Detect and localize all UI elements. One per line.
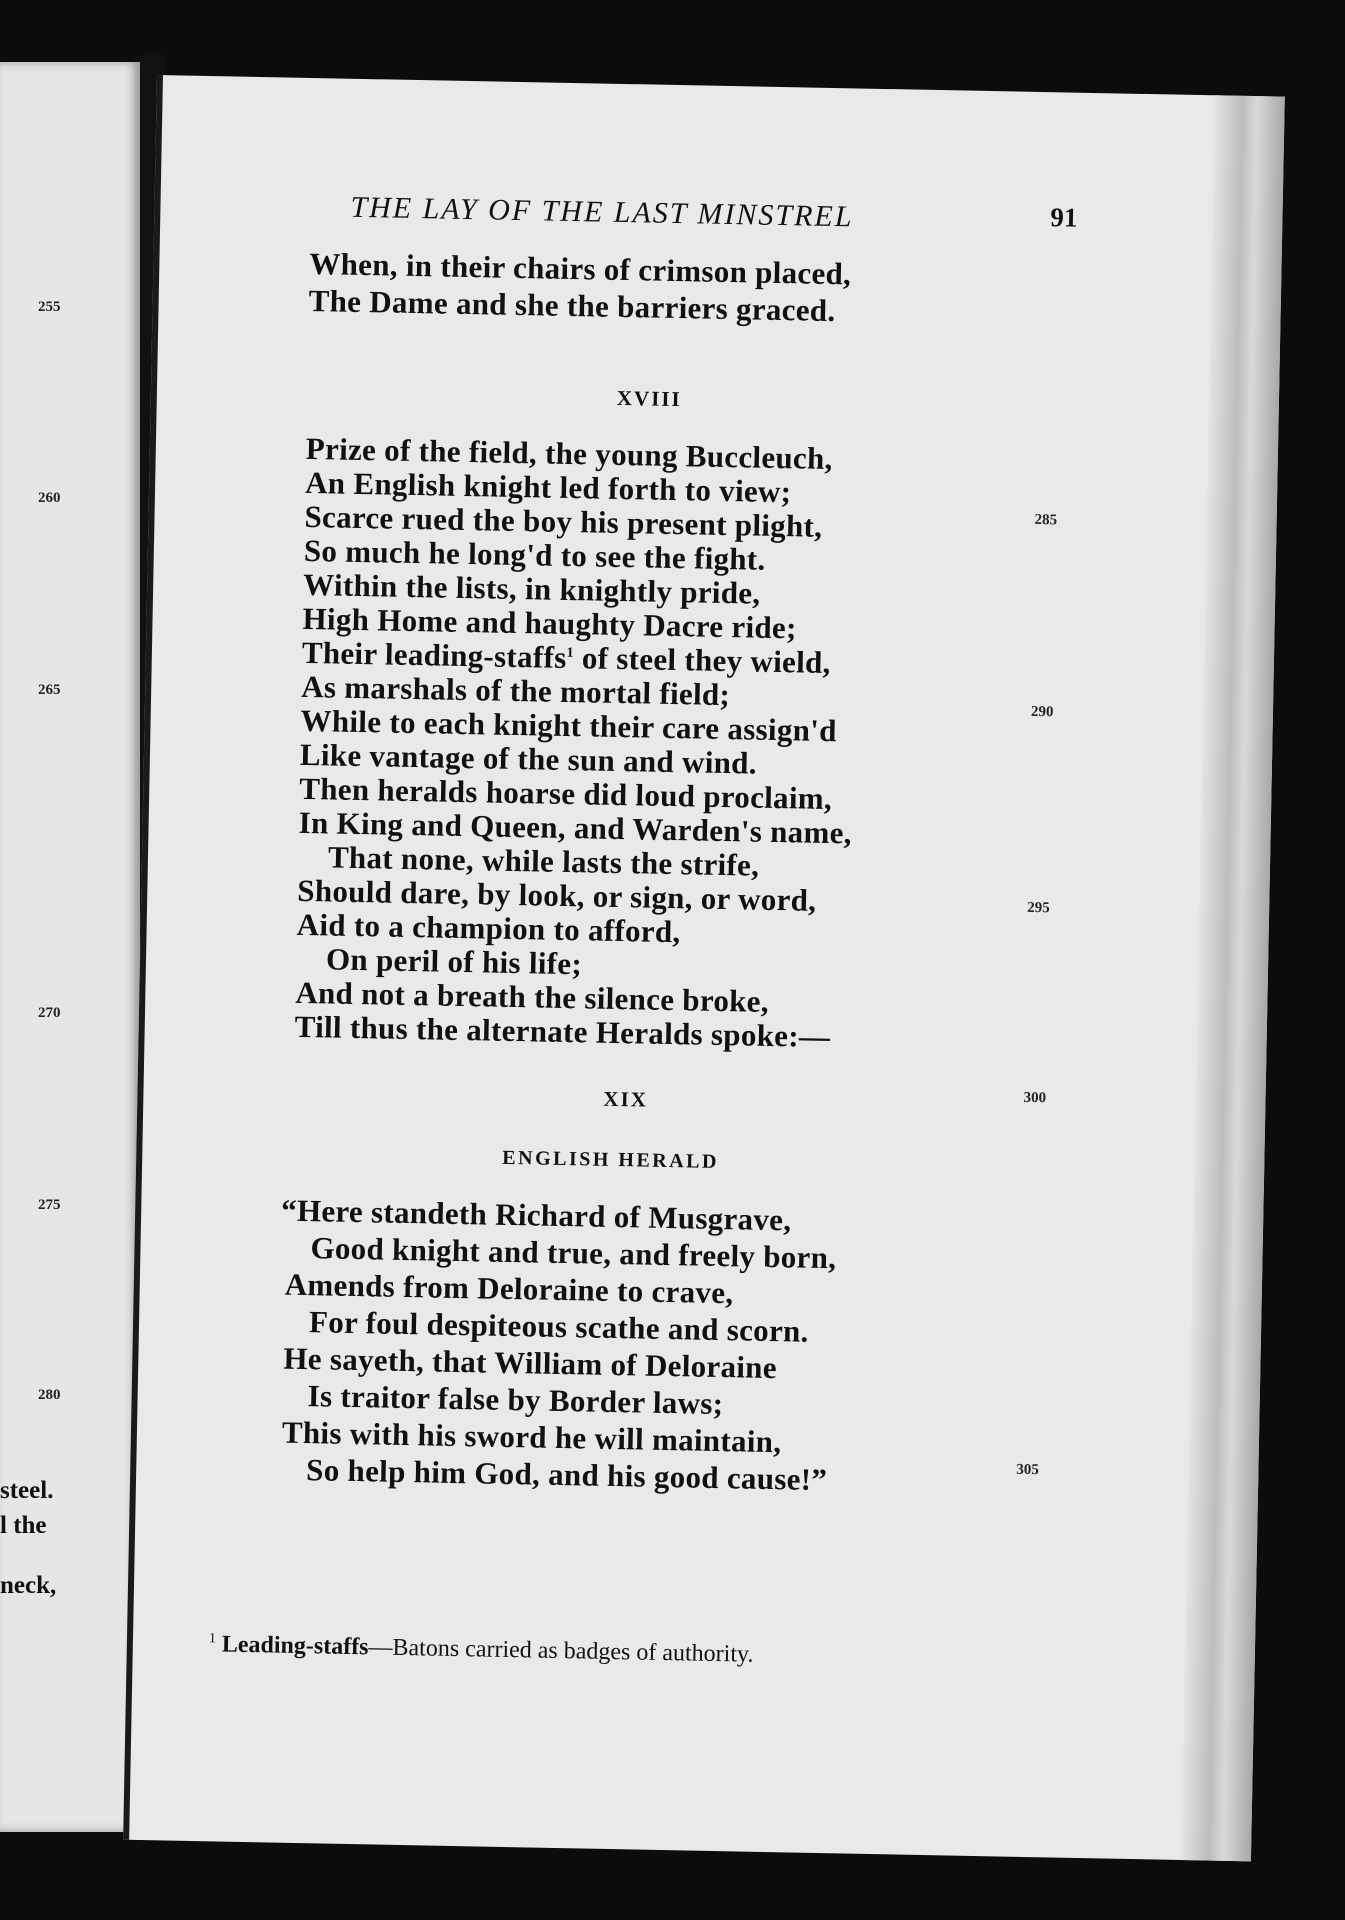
- verse-line: “Here standeth Richard of Musgrave,: [280, 1192, 792, 1238]
- line-number: 285: [1034, 511, 1058, 529]
- footnote: [209, 1631, 754, 1668]
- verse-line: And not a breath the silence broke,: [295, 974, 770, 1019]
- line-number: 270: [38, 1005, 61, 1021]
- verse-line: While to each knight their care assign'd: [300, 702, 838, 749]
- line-number: 280: [38, 1387, 61, 1403]
- verse-line: Amends from Deloraine to crave,: [284, 1266, 734, 1311]
- line-number: 300: [1023, 1089, 1047, 1107]
- line-number: 255: [38, 299, 61, 315]
- stanza-heading: XVIII: [616, 385, 682, 412]
- verse-line: Then heralds hoarse did loud proclaim,: [298, 770, 833, 817]
- page-edge: [1181, 95, 1285, 1861]
- text-fragment: neck,: [0, 1572, 57, 1599]
- verse-line: Till thus the alternate Heralds spoke:—: [294, 1008, 831, 1055]
- verse-line: That none, while lasts the strife,: [327, 839, 760, 883]
- speaker-heading: ENGLISH HERALD: [502, 1146, 720, 1173]
- line-number: 275: [38, 1197, 61, 1213]
- verse-line-part: of steel they wield,: [581, 640, 831, 681]
- book-page: [123, 75, 1285, 1861]
- footnote-marker: 1: [566, 645, 575, 661]
- verse-line: Prize of the field, the young Buccleuch,: [305, 430, 833, 477]
- footnote-term: Leading-staffs: [221, 1631, 369, 1661]
- verse-line: Should dare, by look, or sign, or word,: [297, 872, 817, 918]
- previous-page: [0, 62, 140, 1832]
- verse-line: On peril of his life;: [325, 941, 583, 982]
- running-title: THE LAY OF THE LAST MINSTREL: [350, 190, 854, 234]
- verse-line: Like vantage of the sun and wind.: [299, 736, 758, 781]
- verse-line: The Dame and she the barriers graced.: [308, 282, 836, 329]
- verse-line: Aid to a champion to afford,: [296, 906, 681, 950]
- page-number: 91: [1050, 202, 1078, 233]
- footnote-marker: 1: [208, 1631, 217, 1647]
- verse-line: For foul despiteous scathe and scorn.: [308, 1304, 810, 1349]
- verse-line: So help him God, and his good cause!”: [305, 1452, 828, 1498]
- line-number: 260: [38, 490, 61, 506]
- text-fragment: l the: [0, 1512, 47, 1539]
- verse-line: In King and Queen, and Warden's name,: [298, 804, 853, 851]
- verse-line-part: Their leading-staffs: [301, 634, 567, 675]
- line-number: 305: [1016, 1461, 1040, 1479]
- verse-line: An English knight led forth to view;: [304, 464, 792, 510]
- verse-line: As marshals of the mortal field;: [300, 668, 731, 713]
- verse-line: So much he long'd to see the fight.: [303, 532, 766, 577]
- footnote-text: —Batons carried as badges of authority.: [368, 1634, 754, 1668]
- line-number: 295: [1027, 899, 1050, 917]
- verse-line: Within the lists, in knightly pride,: [302, 566, 761, 611]
- verse-line: He sayeth, that William of Deloraine: [283, 1340, 778, 1386]
- verse-line: Good knight and true, and freely born,: [310, 1230, 837, 1276]
- line-number: 265: [38, 682, 61, 698]
- stanza-heading: XIX: [603, 1086, 649, 1112]
- verse-line: This with his sword he will maintain,: [281, 1414, 782, 1460]
- verse-line: When, in their chairs of crimson placed,: [309, 245, 852, 292]
- verse-line: High Home and haughty Dacre ride;: [302, 600, 797, 646]
- verse-line: Scarce rued the boy his present plight,: [304, 498, 823, 544]
- verse-line: Is traitor false by Border laws;: [307, 1378, 724, 1422]
- line-number: 290: [1030, 703, 1054, 721]
- text-fragment: steel.: [0, 1477, 54, 1504]
